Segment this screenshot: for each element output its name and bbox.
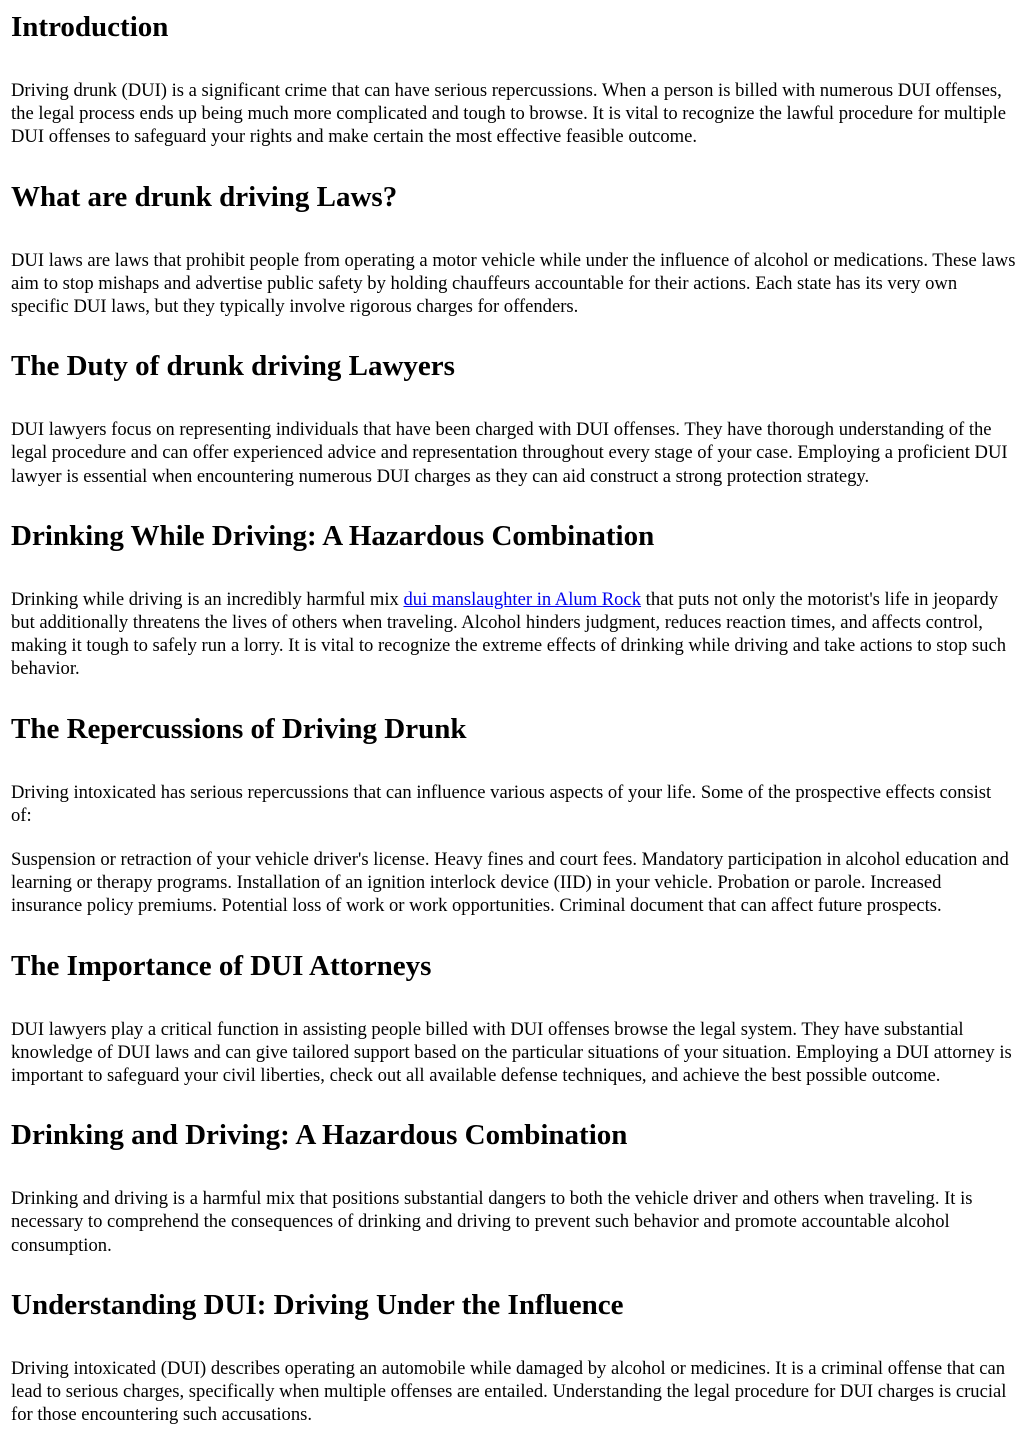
paragraph-dui-laws: DUI laws are laws that prohibit people from operating a motor vehicle while under the influence of alcohol or medications. These laws aim to stop mishaps and advertise public safety by holding chauffeurs accountable for their actions. Each state has its very own specific DUI laws, but they typically involve rigorous charges for offenders. <box>11 249 1016 318</box>
heading-duty-of-lawyers: The Duty of drunk driving Lawyers <box>11 350 455 383</box>
paragraph-text-after-link: that puts not only the motorist's life in jeopardy but additionally threatens the lives of others when traveling. Alcohol hinders judgment, reduces reaction times, and affects control, making it tough to safely run a lorry. It is vital to recognize the extreme effects of drinking while driving and take actions to stop such behavior. <box>11 588 1007 680</box>
heading-repercussions: The Repercussions of Driving Drunk <box>11 712 467 745</box>
paragraph-repercussions-list: Suspension or retraction of your vehicle driver's license. Heavy fines and court fees. Mandatory participation in alcohol education and learning or therapy programs. Installation of an ignition interlock device (IID) in your vehicle. Probation or parole. Increased insurance policy premiums. Potential loss of work or work opportunities. Criminal document that can affect future prospects. <box>11 849 1009 917</box>
heading-drinking-and-driving: Drinking and Driving: A Hazardous Combination <box>11 1119 628 1152</box>
heading-understanding-dui: Understanding DUI: Driving Under the Influence <box>11 1288 624 1321</box>
paragraph-drinking-and-driving: Drinking and driving is a harmful mix that positions substantial dangers to both the vehicle driver and others when traveling. It is necessary to comprehend the consequences of drinking and driving to prevent such behavior and promote accountable alcohol consumption. <box>11 1188 973 1256</box>
heading-importance-of-attorneys: The Importance of DUI Attorneys <box>11 949 432 982</box>
heading-introduction: Introduction <box>11 11 169 43</box>
paragraph-repercussions-intro: Driving intoxicated has serious repercussions that can influence various aspects of your life. Some of the prospective effects consist of: <box>11 781 992 826</box>
paragraph-introduction: Driving drunk (DUI) is a significant crime that can have serious repercussions. When a person is billed with numerous DUI offenses, the legal process ends up being much more complicated and tough to browse. It is vital to recognize the lawful procedure for multiple DUI offenses to safeguard your rights and make certain the most effective feasible outcome. <box>11 80 1006 148</box>
dui-manslaughter-link[interactable]: dui manslaughter in Alum Rock <box>403 588 642 610</box>
heading-drinking-while-driving: Drinking While Driving: A Hazardous Combination <box>11 519 655 552</box>
paragraph-drinking-while-driving <box>11 588 1016 681</box>
paragraph-importance-of-attorneys: DUI lawyers play a critical function in assisting people billed with DUI offenses browse the legal system. They have substantial knowledge of DUI laws and can give tailored support based on the particular situations of your situation. Employing a DUI attorney is important to safeguard your civil liberties, check out all available defense techniques, and achieve the best possible outcome. <box>11 1018 1012 1087</box>
paragraph-understanding-dui: Driving intoxicated (DUI) describes operating an automobile while damaged by alcohol or medicines. It is a criminal offense that can lead to serious charges, specifically when multiple offenses are entailed. Understanding the legal procedure for DUI charges is crucial for those encountering such accusations. <box>11 1357 1007 1426</box>
paragraph-duty-of-lawyers: DUI lawyers focus on representing individuals that have been charged with DUI offenses. They have thorough understanding of the legal procedure and can offer experienced advice and representation throughout every stage of your case. Employing a proficient DUI lawyer is essential when encountering numerous DUI charges as they can aid construct a strong protection strategy. <box>11 419 1008 487</box>
paragraph-text-before-link: Drinking while driving is an incredibly harmful mix <box>11 588 404 610</box>
heading-dui-laws: What are drunk driving Laws? <box>11 180 398 213</box>
